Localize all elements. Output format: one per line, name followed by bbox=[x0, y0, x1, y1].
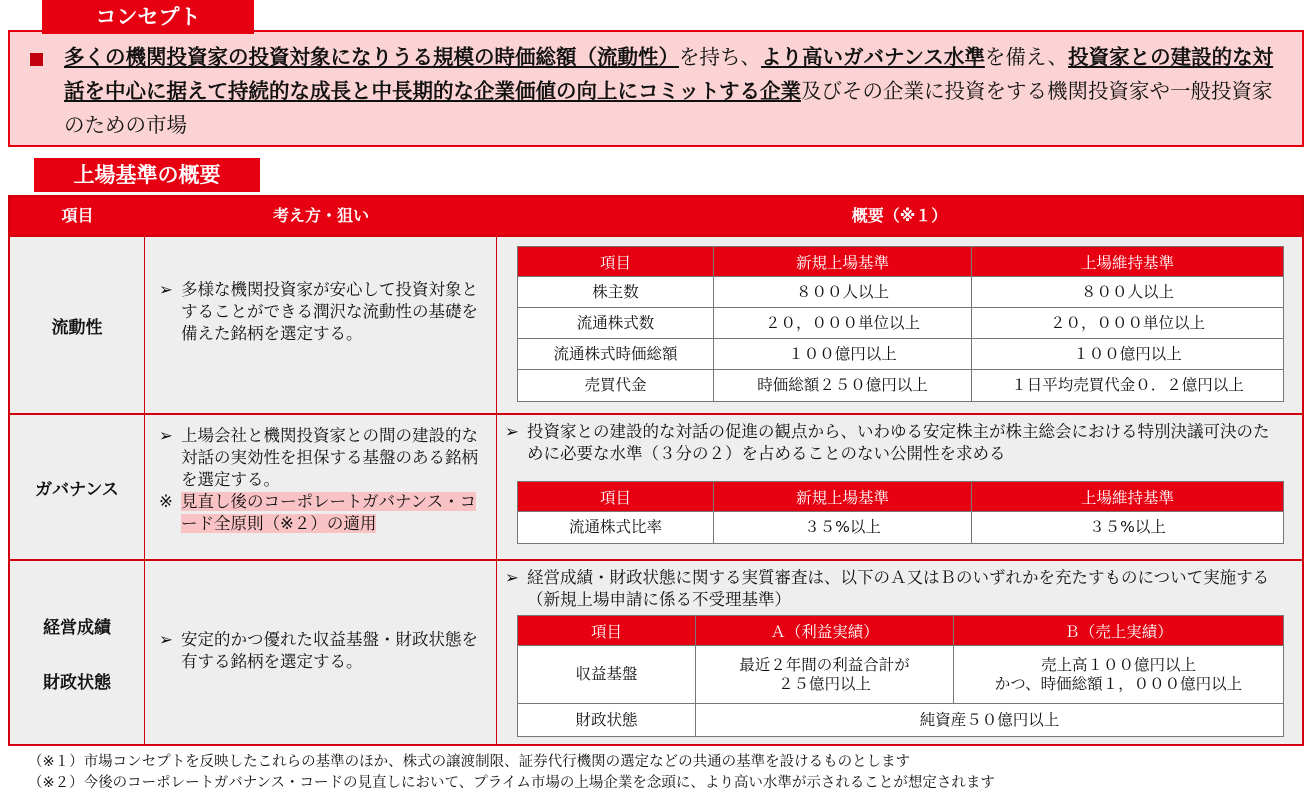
table-cell: ８００人以上 bbox=[714, 277, 972, 308]
square-bullet-icon bbox=[30, 53, 43, 66]
concept-bold-market-cap: 多くの機関投資家の投資対象になりうる規模の時価総額（流動性） bbox=[64, 45, 679, 69]
row-governance bbox=[10, 413, 1302, 559]
governance-desc-text: 投資家との建設的な対話の促進の観点から、いわゆる安定株主が株主総会における特別決議可決のために必要な水準（３分の２）を占めることのない公開性を求める bbox=[527, 422, 1270, 463]
concept-bold-governance: より高いガバナンス水準 bbox=[761, 45, 985, 69]
row-performance bbox=[10, 559, 1302, 744]
governance-label bbox=[10, 415, 145, 559]
table-cell: ３５%以上 bbox=[972, 512, 1284, 544]
concept-plain-2: を備え、 bbox=[984, 45, 1069, 69]
governance-th-new: 新規上場基準 bbox=[714, 482, 972, 512]
concept-bold-commitment: 投資家との建設的な対話を中心に据えて持続的な成長と中長期的な企業価値の向上にコミットする企業 bbox=[64, 45, 1274, 103]
governance-th-item: 項目 bbox=[518, 482, 714, 512]
governance-aim bbox=[159, 425, 489, 491]
governance-aim-cell bbox=[145, 415, 497, 559]
footnote-2: （※２）今後のコーポレートガバナンス・コードの見直しにおいて、プライム市場の上場企業を念頭に、より高い水準が示されることが想定されます bbox=[28, 775, 995, 791]
governance-aim-text: 上場会社と機関投資家との間の建設的な対話の実効性を担保する基盤のある銘柄を選定する。 bbox=[181, 426, 478, 489]
sales-line-2: かつ、時価総額１，０００億円以上 bbox=[994, 674, 1243, 693]
table-cell: 純資産５０億円以上 bbox=[696, 704, 1284, 737]
table-cell: 売買代金 bbox=[518, 370, 714, 402]
header-aim: 考え方・狙い bbox=[145, 197, 497, 235]
performance-summary-cell bbox=[497, 561, 1302, 744]
table-cell: ８００人以上 bbox=[972, 277, 1284, 308]
header-summary: 概要（※１） bbox=[497, 197, 1302, 235]
arrow-bullet-icon: ➢ bbox=[505, 422, 519, 441]
note-mark: ※ bbox=[159, 492, 173, 511]
table-cell: 収益基盤 bbox=[518, 646, 696, 704]
arrow-bullet-icon: ➢ bbox=[159, 280, 173, 299]
table-cell: 財政状態 bbox=[518, 704, 696, 737]
table-cell: 株主数 bbox=[518, 277, 714, 308]
table-cell: 流通株式数 bbox=[518, 308, 714, 339]
liquidity-aim-cell bbox=[145, 237, 497, 413]
liquidity-th-new: 新規上場基準 bbox=[714, 247, 972, 277]
performance-th-item: 項目 bbox=[518, 616, 696, 646]
profit-line-1: 最近２年間の利益合計が bbox=[739, 655, 910, 674]
table-cell: ２０，０００単位以上 bbox=[972, 308, 1284, 339]
performance-desc-text: 経営成績・財政状態に関する実質審査は、以下のＡ又はＢのいずれかを充たすものについて実施する（新規上場申請に係る不受理基準） bbox=[527, 568, 1270, 609]
table-cell: １００億円以上 bbox=[714, 339, 972, 370]
performance-label bbox=[10, 561, 145, 744]
governance-note bbox=[159, 491, 489, 535]
liquidity-th-item: 項目 bbox=[518, 247, 714, 277]
table-cell-a bbox=[696, 646, 954, 704]
table-cell: ２０，０００単位以上 bbox=[714, 308, 972, 339]
performance-aim bbox=[159, 629, 489, 673]
table-cell: ３５%以上 bbox=[714, 512, 972, 544]
liquidity-aim-text: 多様な機関投資家が安心して投資対象とすることができる潤沢な流動性の基礎を備えた銘柄を選定する。 bbox=[181, 280, 478, 343]
concept-text bbox=[64, 45, 1273, 137]
concept-box bbox=[8, 30, 1304, 147]
table-cell-b bbox=[954, 646, 1284, 704]
performance-th-a: Ａ（利益実績） bbox=[696, 616, 954, 646]
governance-criteria-table bbox=[517, 481, 1284, 544]
footnotes bbox=[28, 752, 995, 794]
governance-summary-cell bbox=[497, 415, 1302, 559]
table-cell: １日平均売買代金０．２億円以上 bbox=[972, 370, 1284, 402]
liquidity-label-text: 流動性 bbox=[51, 317, 103, 338]
table-cell: １００億円以上 bbox=[972, 339, 1284, 370]
table-cell: 流通株式時価総額 bbox=[518, 339, 714, 370]
concept-heading: コンセプト bbox=[42, 0, 254, 34]
profit-line-2: ２５億円以上 bbox=[777, 674, 871, 693]
concept-plain-3: 及びその企業に投資をする機関投資家や一般投資家のための市場 bbox=[64, 79, 1273, 137]
performance-aim-cell bbox=[145, 561, 497, 744]
performance-th-b: Ｂ（売上実績） bbox=[954, 616, 1284, 646]
performance-aim-text: 安定的かつ優れた収益基盤・財政状態を有する銘柄を選定する。 bbox=[181, 630, 478, 671]
governance-th-maintain: 上場維持基準 bbox=[972, 482, 1284, 512]
row-liquidity bbox=[10, 235, 1302, 413]
performance-desc bbox=[505, 567, 1285, 611]
liquidity-label bbox=[10, 237, 145, 413]
table-cell: 時価総額２５０億円以上 bbox=[714, 370, 972, 402]
table-cell: 流通株式比率 bbox=[518, 512, 714, 544]
concept-plain-1: を持ち、 bbox=[679, 45, 761, 69]
performance-label-results: 経営成績 bbox=[43, 617, 111, 638]
governance-note-text: 見直し後のコーポレートガバナンス・コード全原則（※２）の適用 bbox=[181, 492, 477, 533]
arrow-bullet-icon: ➢ bbox=[159, 426, 173, 445]
footnote-1: （※１）市場コンセプトを反映したこれらの基準のほか、株式の譲渡制限、証券代行機関の選定などの共通の基準を設けるものとします bbox=[28, 754, 911, 770]
header-item: 項目 bbox=[10, 197, 145, 235]
governance-desc bbox=[505, 421, 1285, 465]
overview-heading: 上場基準の概要 bbox=[34, 158, 260, 192]
arrow-bullet-icon: ➢ bbox=[505, 568, 519, 587]
liquidity-aim bbox=[159, 279, 489, 345]
liquidity-criteria-table bbox=[517, 246, 1284, 402]
sales-line-1: 売上高１００億円以上 bbox=[1040, 655, 1196, 674]
performance-label-financial: 財政状態 bbox=[43, 672, 111, 693]
liquidity-th-maintain: 上場維持基準 bbox=[972, 247, 1284, 277]
liquidity-summary-cell bbox=[497, 237, 1302, 413]
governance-label-text: ガバナンス bbox=[35, 479, 119, 500]
arrow-bullet-icon: ➢ bbox=[159, 630, 173, 649]
performance-criteria-table bbox=[517, 615, 1284, 737]
listing-criteria-table bbox=[8, 195, 1304, 746]
